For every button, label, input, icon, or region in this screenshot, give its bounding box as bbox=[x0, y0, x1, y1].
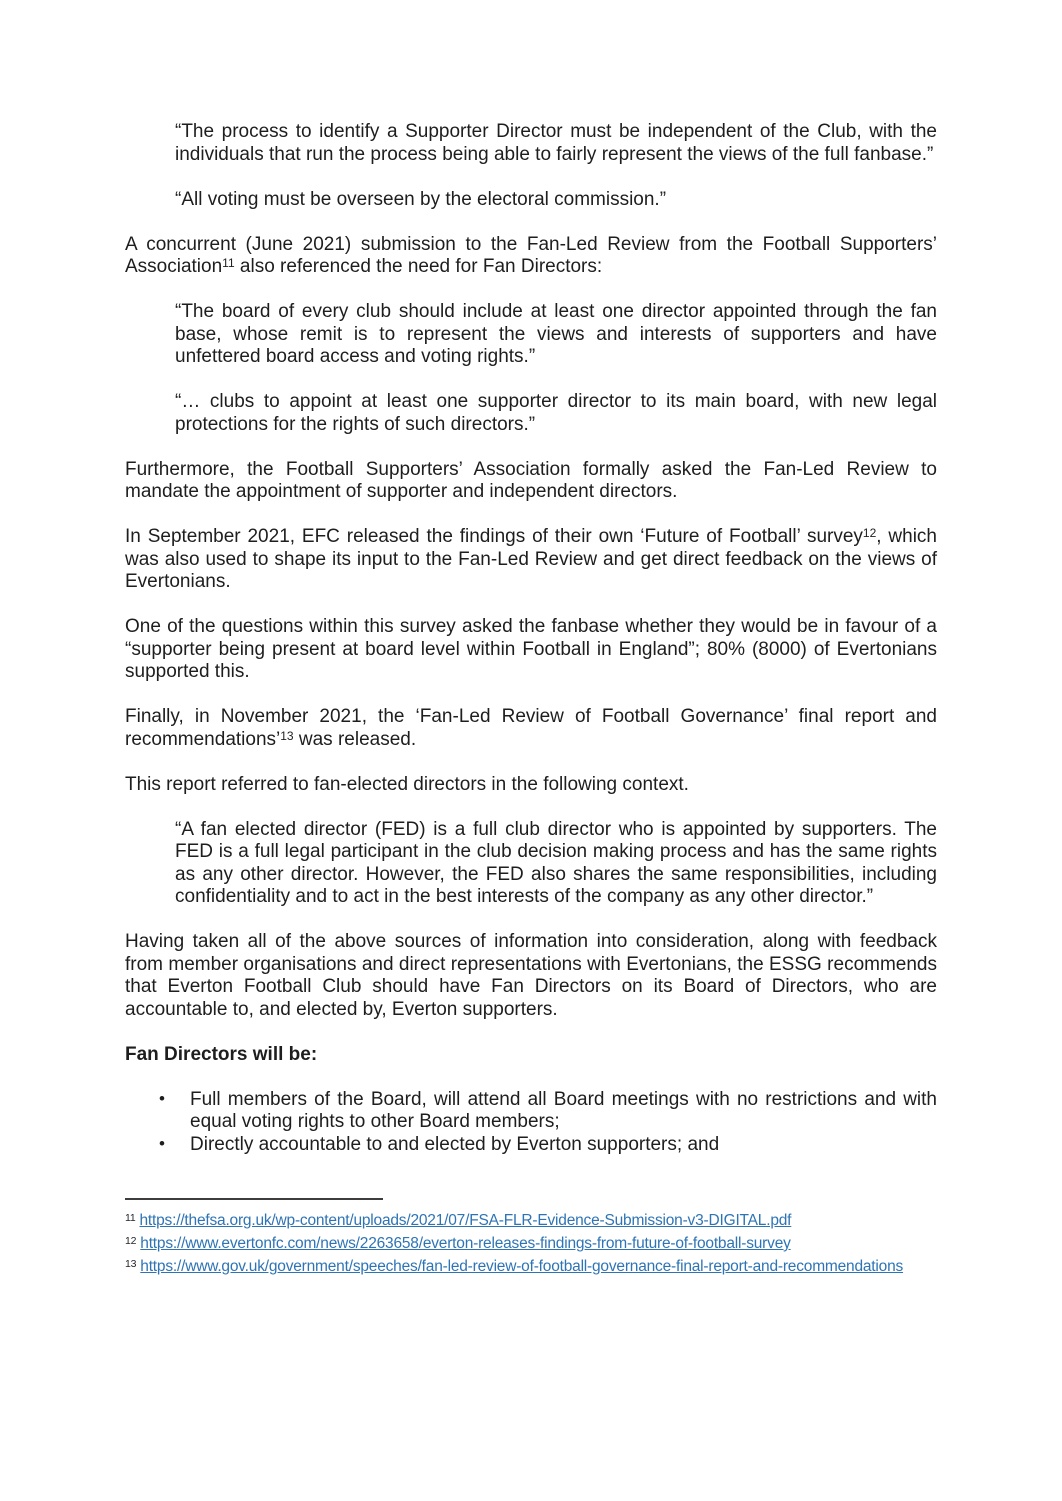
paragraph-concurrent-submission bbox=[125, 234, 937, 279]
footnote-number: 12 bbox=[125, 1235, 137, 1247]
footnote-11 bbox=[125, 1209, 937, 1232]
paragraph-text: Furthermore, the Football Supporters’ Association formally asked the Fan-Led Review to mandate the appointment of supporter and independent directors. bbox=[125, 458, 937, 502]
heading-fan-directors-will-be bbox=[125, 1044, 937, 1067]
footnotes-section bbox=[125, 1198, 937, 1278]
bullet-icon: • bbox=[159, 1133, 165, 1153]
heading-text: Fan Directors will be: bbox=[125, 1043, 318, 1065]
footnote-link-12[interactable]: https://www.evertonfc.com/news/2263658/everton-releases-findings-from-future-of-football-survey bbox=[140, 1235, 791, 1252]
quote-text: “The board of every club should include at least one director appointed through the fan base, whose remit is to represent the views and interests of supporters and have unfettered board access and voting rights.” bbox=[175, 301, 937, 367]
paragraph-finally-november bbox=[125, 706, 937, 751]
quote-text: “The process to identify a Supporter Director must be independent of the Club, with the individuals that run the process being able to fairly represent the views of the full fanbase.” bbox=[175, 121, 937, 165]
bullet-list bbox=[125, 1089, 937, 1157]
list-item bbox=[125, 1134, 937, 1157]
footnote-13 bbox=[125, 1255, 937, 1278]
paragraph-text: was released. bbox=[293, 728, 417, 750]
quote-voting-commission bbox=[175, 189, 937, 212]
paragraph-text: also referenced the need for Fan Directors: bbox=[234, 256, 603, 277]
footnote-separator bbox=[125, 1198, 383, 1200]
footnote-ref-11: 11 bbox=[222, 256, 235, 270]
paragraph-having-taken bbox=[125, 931, 937, 1021]
paragraph-text: In September 2021, EFC released the findings of their own ‘Future of Football’ survey bbox=[125, 526, 863, 547]
paragraph-text: This report referred to fan-elected directors in the following context. bbox=[125, 773, 689, 795]
footnote-12 bbox=[125, 1232, 937, 1255]
list-item-text: Directly accountable to and elected by Everton supporters; and bbox=[190, 1133, 720, 1155]
paragraph-furthermore bbox=[125, 459, 937, 504]
bullet-icon: • bbox=[159, 1088, 165, 1108]
document-content bbox=[125, 121, 937, 1278]
quote-text: “A fan elected director (FED) is a full club director who is appointed by supporters. The FED is a full legal participant in the club decision making process and has the same rights as any other director. However, the FED also shares the same responsibilities, including confidentiality and to act in the best interests of the company as any other director.” bbox=[175, 818, 937, 907]
quote-clubs-to-appoint bbox=[175, 391, 937, 436]
paragraph-text: , which was also used to shape its input to the Fan-Led Review and get direct feedback on the views of Evertonians. bbox=[125, 526, 937, 592]
list-item bbox=[125, 1089, 937, 1134]
quote-text: “All voting must be overseen by the electoral commission.” bbox=[175, 188, 667, 210]
footnote-number: 11 bbox=[125, 1212, 136, 1224]
quote-fan-elected-director bbox=[175, 819, 937, 909]
footnote-ref-13: 13 bbox=[280, 728, 294, 743]
footnote-link-13[interactable]: https://www.gov.uk/government/speeches/fan-led-review-of-football-governance-final-report-and-recommendations bbox=[140, 1258, 904, 1275]
list-item-text: Full members of the Board, will attend all Board meetings with no restrictions and with equal voting rights to other Board members; bbox=[190, 1088, 937, 1132]
paragraph-text: Finally, in November 2021, the ‘Fan-Led Review of Football Governance’ final report and recommendations’ bbox=[125, 706, 937, 750]
footnote-link-11[interactable]: https://thefsa.org.uk/wp-content/uploads/2021/07/FSA-FLR-Evidence-Submission-v3-DIGITAL.pdf bbox=[139, 1212, 792, 1229]
footnote-ref-12: 12 bbox=[862, 526, 877, 540]
paragraph-text: Having taken all of the above sources of information into consideration, along with feedback from member organisations and direct representations with Evertonians, the ESSG recommends that Everton Football Club should have Fan Directors on its Board of Directors, who are accountable to, and elected by, Everton supporters. bbox=[125, 931, 937, 1020]
paragraph-text: One of the questions within this survey asked the fanbase whether they would be in favour of a “supporter being present at board level within Football in England”; 80% (8000) of Evertonians supported this. bbox=[125, 616, 937, 682]
quote-supporter-director-process bbox=[175, 121, 937, 166]
quote-text: “… clubs to appoint at least one supporter director to its main board, with new legal protections for the rights of such directors.” bbox=[175, 391, 937, 435]
paragraph-september-survey bbox=[125, 526, 937, 594]
footnote-number: 13 bbox=[125, 1258, 137, 1270]
quote-board-of-every-club bbox=[175, 301, 937, 369]
paragraph-text: A concurrent (June 2021) submission to the Fan-Led Review from the Football Supporters’ Association bbox=[125, 233, 937, 277]
paragraph-survey-question bbox=[125, 616, 937, 684]
paragraph-this-report bbox=[125, 774, 937, 797]
